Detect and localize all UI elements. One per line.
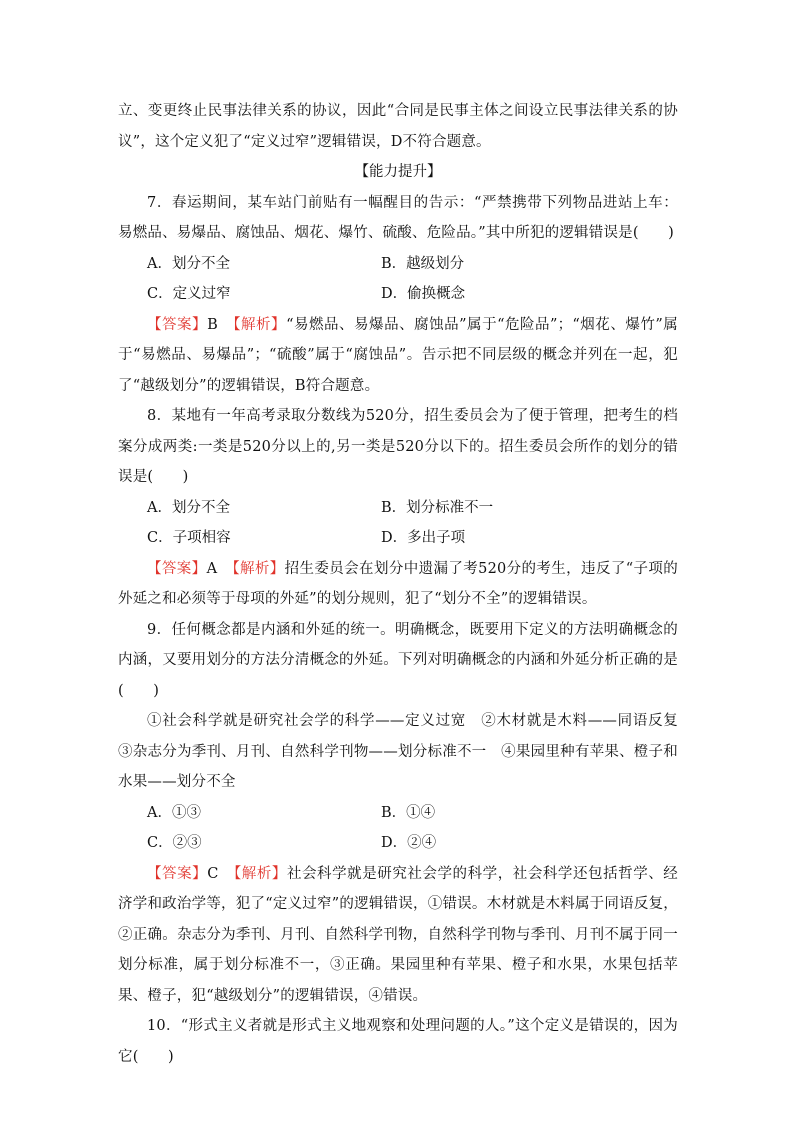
question-7-option-d: D．偷换概念 <box>381 286 466 302</box>
question-10-stem: 10．“形式主义者就是形式主义地观察和处理问题的人。”这个定义是错误的，因为它( ) <box>118 1018 678 1065</box>
question-7 <box>118 188 678 402</box>
question-9-statements: ①社会科学就是研究社会学的科学——定义过宽 ②木材就是木料——同语反复 ③杂志分为季刊、月刊、自然科学刊物——划分标准不一 ④果园里种有苹果、橙子和水果——划分不全 <box>118 713 693 790</box>
question-8-answer-block <box>118 554 678 615</box>
question-9-analysis: 社会科学就是研究社会学的科学，社会科学还包括哲学、经济学和政治学等，犯了“定义过窄”的逻辑错误，①错误。木材就是木料属于同语反复，②正确。杂志分为季刊、月刊、自然科学刊物，自然科学刊物与季刊、月刊不属于同一划分标准，属于划分标准不一，③正确。果园里种有苹果、橙子和水果，水果包括苹果、橙子，犯“越级划分”的逻辑错误，④错误。 <box>118 865 679 1004</box>
analysis-tag: 【解析】 <box>233 865 287 882</box>
question-9-option-a: A．①③ <box>147 804 201 821</box>
question-8-option-c: C．子项相容 <box>147 530 231 546</box>
question-9-option-c: C．②③ <box>147 835 202 851</box>
question-7-option-b: B．越级划分 <box>381 255 465 272</box>
section-title: 【能力提升】 <box>354 164 442 180</box>
question-9-option-b: B．①④ <box>381 804 436 821</box>
question-7-option-c: C．定义过窄 <box>147 286 231 302</box>
question-9-options-row-1 <box>118 798 678 829</box>
analysis-tag: 【解析】 <box>233 316 287 333</box>
question-8-options-row-2 <box>118 523 678 554</box>
question-9-stem: 9．任何概念都是内涵和外延的统一。明确概念，既要用下定义的方法明确概念的内涵，又要用划分的方法分清概念的外延。下列对明确概念的内涵和外延分析正确的是( ) <box>118 621 678 699</box>
question-8-options-row-1 <box>118 493 678 524</box>
question-7-analysis: “易燃品、易爆品、腐蚀品”属于“危险品”；“烟花、爆竹”属于“易燃品、易爆品”；“硫酸”属于“腐蚀品”。告示把不同层级的概念并列在一起，犯了“越级划分”的逻辑错误，B符合题意。 <box>118 316 678 394</box>
question-8-analysis: 招生委员会在划分中遗漏了考520分的考生，违反了“子项的外延之和必须等于母项的外延”的划分规则，犯了“划分不全”的逻辑错误。 <box>118 560 678 607</box>
intro-paragraph: 立、变更终止民事法律关系的协议，因此“合同是民事主体之间设立民事法律关系的协议”，这个定义犯了“定义过窄”逻辑错误，D不符合题意。 <box>118 103 678 150</box>
answer-tag: 【答案】 <box>147 560 207 577</box>
question-7-answer: B <box>207 316 218 333</box>
question-8-option-d: D．多出子项 <box>381 530 466 546</box>
question-9-answer-block <box>118 859 678 1012</box>
question-8-option-b: B．划分标准不一 <box>381 499 494 516</box>
question-7-stem: 7．春运期间，某车站门前贴有一幅醒目的告示：“严禁携带下列物品进站上车：易燃品、易爆品、腐蚀品、烟花、爆竹、硫酸、危险品。”其中所犯的逻辑错误是( ) <box>118 194 678 241</box>
question-8 <box>118 401 678 615</box>
question-9-option-d: D．②④ <box>381 835 437 851</box>
question-7-options-row-2 <box>118 279 678 310</box>
question-10 <box>118 1011 678 1072</box>
question-8-answer: A <box>206 560 218 577</box>
question-9-answer: C <box>207 865 219 882</box>
question-7-answer-block <box>118 310 678 402</box>
question-7-options-row-1 <box>118 249 678 280</box>
question-9 <box>118 615 693 1012</box>
question-8-stem: 8．某地有一年高考录取分数线为520分，招生委员会为了便于管理，把考生的档案分成两类:一类是520分以上的,另一类是520分以下的。招生委员会所作的划分的错误是( ) <box>118 408 678 485</box>
answer-tag: 【答案】 <box>147 316 208 333</box>
document-page <box>118 96 693 1072</box>
question-8-option-a: A．划分不全 <box>147 499 230 516</box>
answer-tag: 【答案】 <box>147 865 208 882</box>
question-9-options-row-2 <box>118 828 678 859</box>
question-7-option-a: A．划分不全 <box>147 255 230 272</box>
analysis-tag: 【解析】 <box>232 560 285 577</box>
